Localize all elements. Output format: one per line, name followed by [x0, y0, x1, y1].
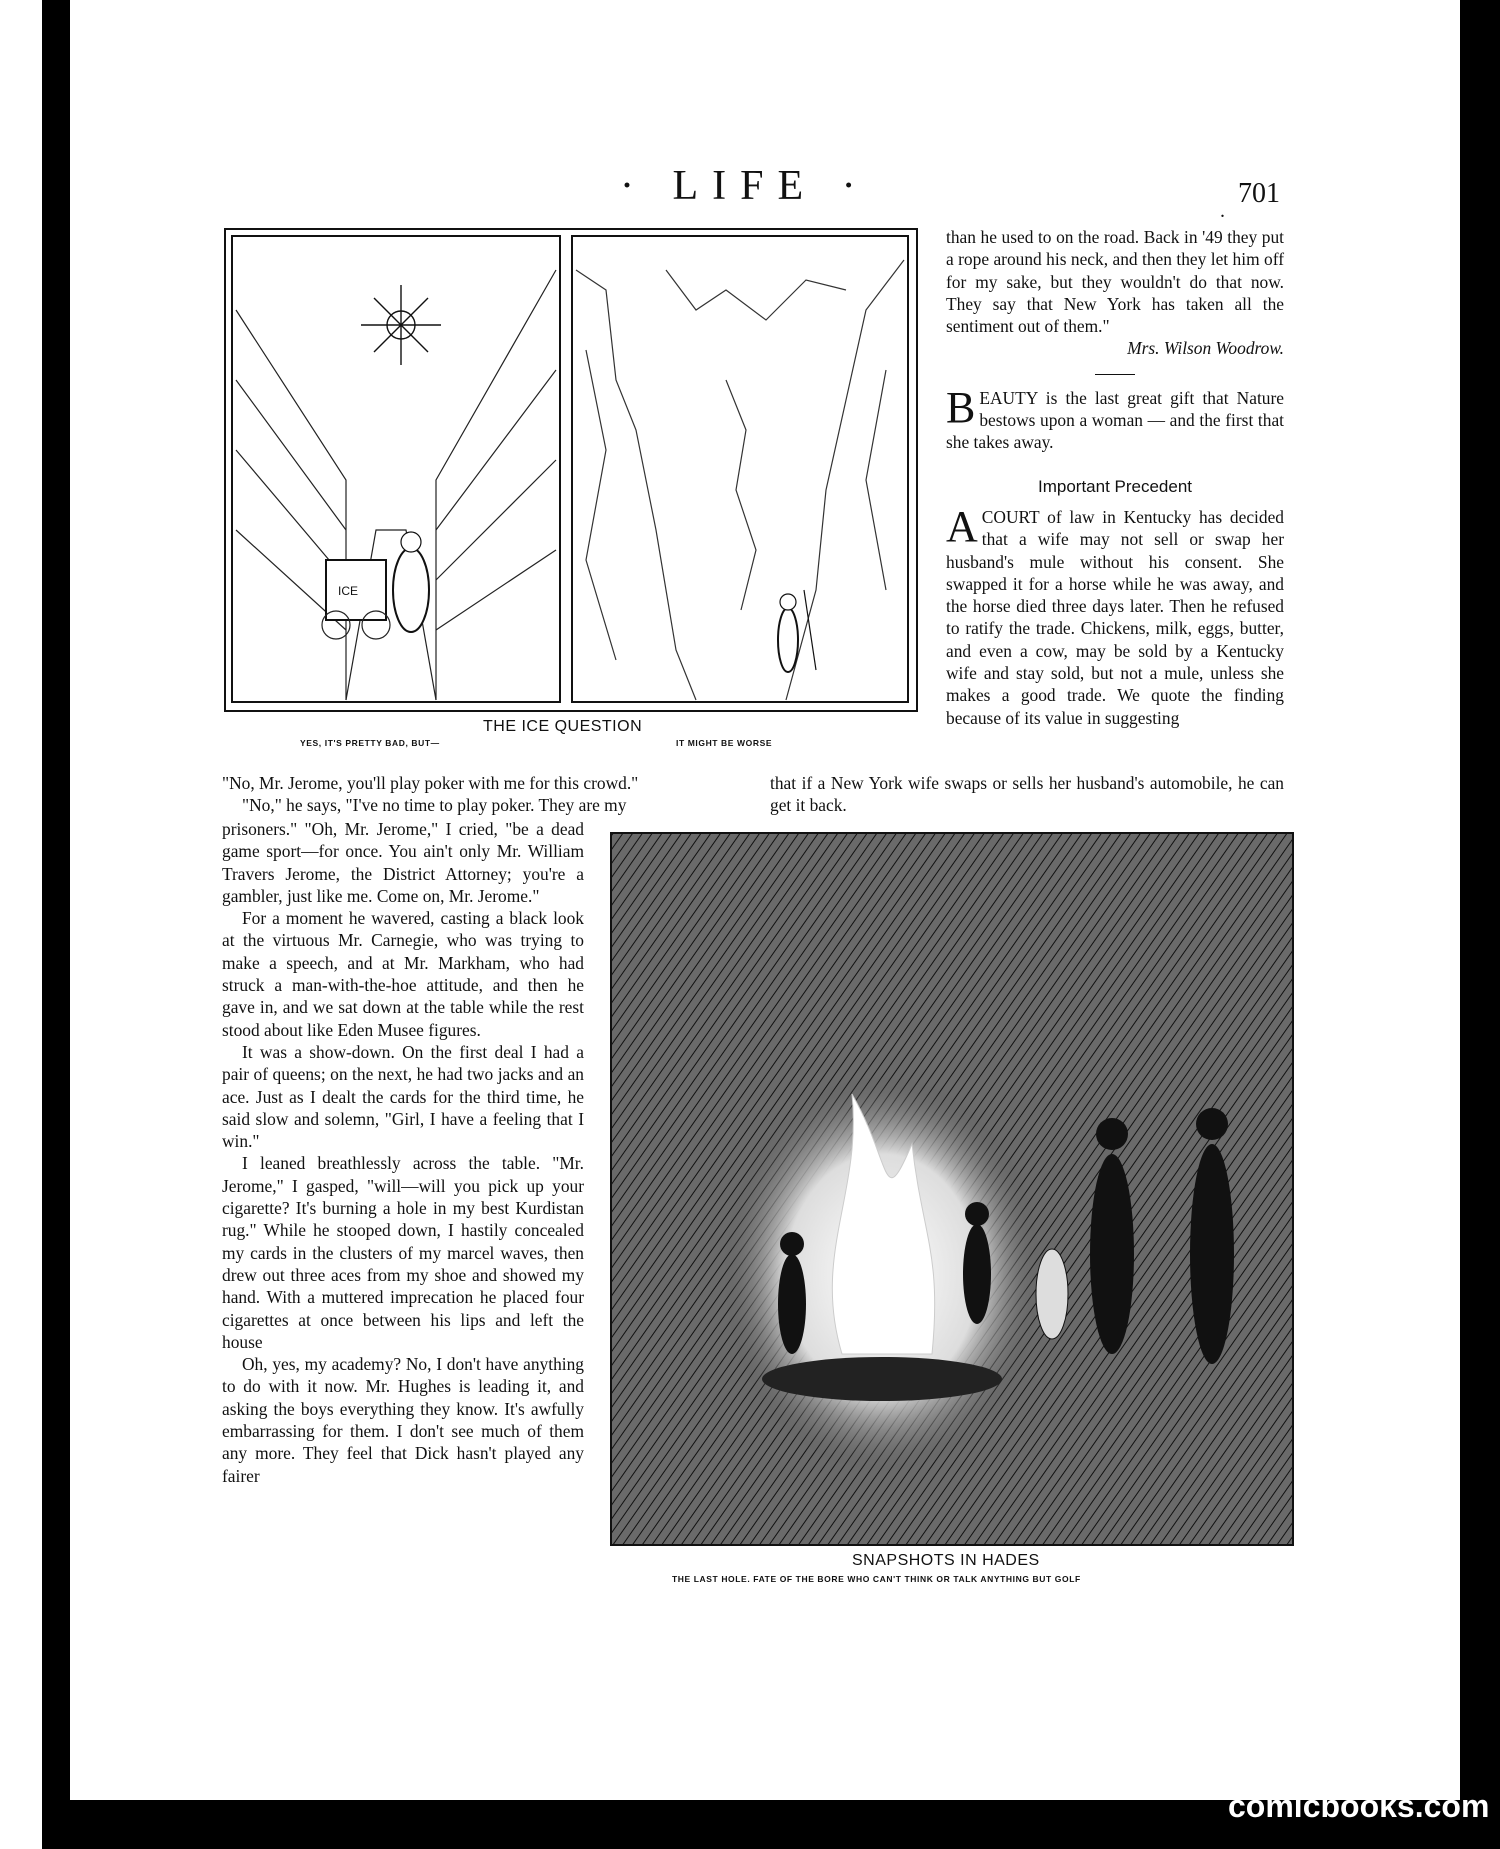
masthead: · LIFE ·	[620, 163, 870, 209]
page-number: 701	[1238, 178, 1280, 209]
story-column	[222, 818, 584, 1487]
left-page-edge	[0, 0, 42, 1849]
golf-hole	[762, 1357, 1002, 1401]
divider	[1095, 374, 1135, 375]
ice-cartoon-title: THE ICE QUESTION	[483, 718, 643, 735]
precedent-dropcap: A	[946, 501, 978, 551]
ice-cartoon-frame	[224, 228, 918, 712]
story-end-text: than he used to on the road. Back in '49 they put a rope around his neck, and then they let him off for my sake, but they wouldn't do that now. They say that New York has taken all the sentiment out of them."	[946, 227, 1284, 337]
right-border	[1460, 0, 1500, 1849]
beauty-dropcap: B	[946, 382, 976, 432]
page-gutter	[42, 0, 70, 1849]
hades-illustration	[612, 834, 1292, 1544]
hades-cartoon	[610, 832, 1294, 1546]
page-dot: .	[1220, 200, 1225, 222]
precedent-paragraph	[946, 501, 1284, 729]
beauty-paragraph	[946, 382, 1284, 454]
ice-right-caption: IT MIGHT BE WORSE	[676, 738, 773, 748]
hades-caption: THE LAST HOLE. FATE OF THE BORE WHO CAN'T THINK OR TALK ANYTHING BUT GOLF	[672, 1574, 1081, 1584]
precedent-text: COURT of law in Kentucky has decided that a wife may not sell or swap her husband's mule without his consent. She swapped it for a horse while he was away, and the horse died three days later. Then he refused to ratify the trade. Chickens, milk, eggs, butter, and even a cow, may be sold by a Kentucky wife and stay sold, but not a mule, unless she makes a good trade. We quote the finding because of its value in suggesting	[946, 506, 1284, 728]
story-paragraph-2: For a moment he wavered, casting a black look at the virtuous Mr. Carnegie, who was trying to make a speech, and at Mr. Markham, who had struck a man-with-the-hoe attitude, and then he gave in, and we sat down at the table while the rest stood about like Eden Musee figures.	[222, 908, 584, 1040]
hades-title: SNAPSHOTS IN HADES	[852, 1552, 1040, 1569]
beauty-text: EAUTY is the last great gift that Nature bestows upon a woman — and the first that she takes away.	[946, 387, 1284, 453]
precedent-continuation: that if a New York wife swaps or sells her husband's automobile, he can get it back.	[770, 773, 1284, 816]
story-line-two: "No," he says, "I've no time to play poker. They are my	[242, 795, 627, 816]
author-signature: Mrs. Wilson Woodrow.	[1127, 338, 1284, 359]
story-opening-line: "No, Mr. Jerome, you'll play poker with me for this crowd."	[222, 773, 639, 793]
ice-left-caption: YES, IT'S PRETTY BAD, BUT—	[300, 738, 440, 748]
precedent-heading: Important Precedent	[1037, 476, 1193, 496]
story-paragraph-3: It was a show-down. On the first deal I had a pair of queens; on the next, he had two jacks and an ace. Just as I dealt the cards for the third time, he said slow and solemn, "Girl, I have a feeling that I win."	[222, 1041, 584, 1152]
story-paragraph-1: prisoners." "Oh, Mr. Jerome," I cried, "be a dead game sport—for once. You ain't only Mr. William Travers Jerome, the District Attorney; you're a gambler, just like me. Come on, Mr. Jerome."	[222, 819, 584, 906]
story-paragraph-4: I leaned breathlessly across the table. "Mr. Jerome," I gasped, "will—will you pick up your cigarette? It's burning a hole in my best Kurdistan rug." While he stooped down, I hastily concealed my cards in the clusters of my marcel waves, then drew out three aces from my shoe and showed my hand. With a muttered imprecation he placed four cigarettes at once between his lips and left the house	[222, 1153, 584, 1352]
story-opening	[222, 772, 742, 817]
watermark: comicbooks.com	[1228, 1788, 1490, 1824]
ice-wagon-label: ICE	[338, 584, 359, 598]
story-paragraph-5: Oh, yes, my academy? No, I don't have anything to do with it now. Mr. Hughes is leading it, and asking the boys everything they know. It's awfully embarrassing for them. I don't see much of them any more. They feel that Dick hasn't played any fairer	[222, 1354, 584, 1486]
right-column	[946, 226, 1284, 729]
ice-cartoon-illustration	[226, 230, 916, 710]
